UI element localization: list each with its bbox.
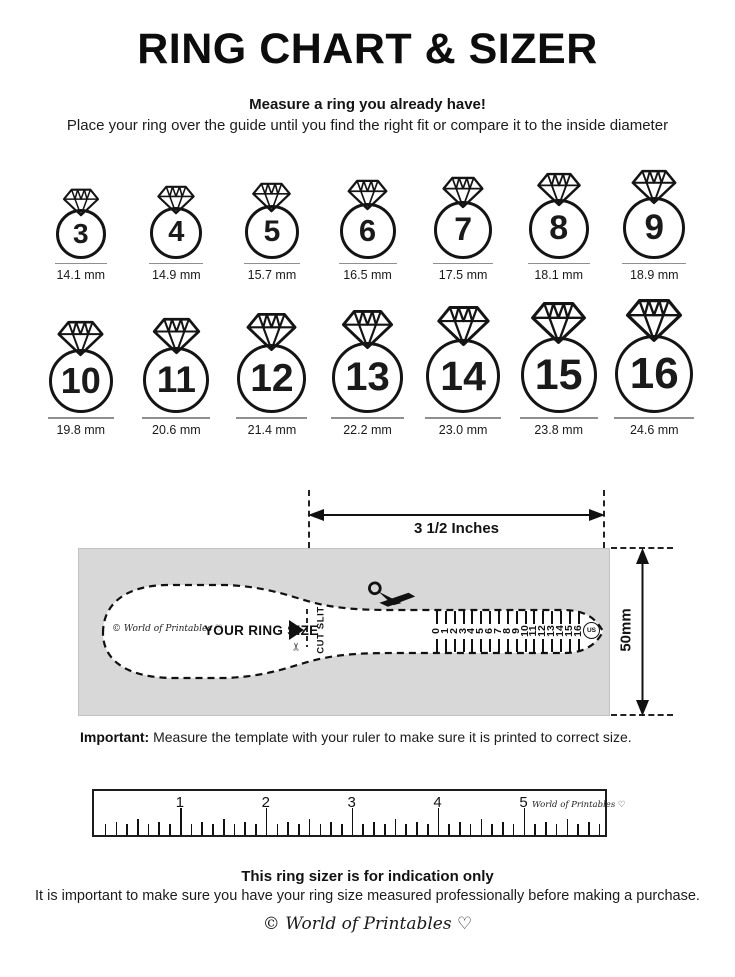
ruler-tick (341, 824, 343, 835)
ruler-tick (599, 824, 601, 835)
ruler-tick (384, 824, 386, 835)
ring-row-2 (33, 298, 702, 437)
scale-number: 5 (474, 627, 487, 634)
footer-disclaimer-text: It is important to make sure you have your ring size measured professionally before making a purchase. (35, 887, 700, 904)
ring-size-number: 15 (534, 350, 583, 399)
width-measure-label: 3 1/2 Inches (413, 519, 500, 537)
scale-number: 12 (536, 624, 549, 637)
scale-tick (525, 611, 527, 624)
ruler-tick (588, 822, 590, 835)
scale-tick (454, 639, 456, 652)
ruler-tick (201, 822, 203, 835)
ruler-number: 3 (347, 793, 356, 811)
ring-row-1 (33, 169, 702, 283)
diamond-icon (339, 309, 396, 350)
diamond-icon (55, 320, 106, 357)
ruler-tick (148, 824, 150, 835)
scale-tick (569, 611, 571, 624)
ruler-tick (448, 824, 450, 835)
scale-tick (551, 611, 553, 624)
ruler-tick (362, 824, 364, 835)
ring-size-item-9 (606, 169, 702, 283)
ruler-tick (255, 824, 257, 835)
scale-tick (498, 611, 500, 624)
printable-ruler (92, 789, 626, 837)
diameter-label: 15.7 mm (247, 268, 297, 283)
scale-tick (436, 639, 438, 652)
ring-size-number: 6 (358, 212, 377, 248)
ring-band (426, 339, 500, 413)
scale-number: 7 (491, 627, 504, 634)
diamond-icon (528, 301, 589, 345)
scale-tick (516, 639, 518, 652)
ruler-tick (330, 822, 332, 835)
ring-size-item-6 (320, 179, 416, 283)
ring-size-number: 12 (250, 356, 294, 400)
ruler-tick (470, 824, 472, 835)
ring-size-item-10 (33, 320, 129, 437)
ring-size-item-7 (415, 176, 511, 283)
footer-disclaimer-title: This ring sizer is for indication only (241, 867, 494, 885)
ring-size-number: 4 (168, 216, 185, 249)
scale-tick (489, 639, 491, 652)
ring-size-number: 5 (263, 214, 281, 248)
scale-tick (498, 639, 500, 652)
scale-number: 14 (553, 624, 566, 637)
ring-size-number: 8 (549, 209, 569, 248)
scale-number: 8 (500, 627, 513, 634)
diameter-underline (48, 417, 114, 419)
ruler-tick (180, 808, 182, 835)
ruler-tick (287, 822, 289, 835)
ruler-number: 4 (433, 793, 442, 811)
ring-size-item-5 (224, 182, 320, 283)
diameter-underline (244, 263, 300, 265)
diameter-label: 16.5 mm (343, 268, 392, 283)
ruler-tick (534, 824, 536, 835)
ring-size-number: 10 (60, 360, 101, 402)
important-note (80, 729, 735, 745)
ruler-tick (234, 824, 236, 835)
important-label: Important: (80, 728, 150, 745)
diamond-icon (61, 188, 101, 217)
ruler-tick (481, 819, 483, 835)
diameter-underline (339, 263, 397, 265)
ruler-number: 1 (175, 793, 185, 811)
diameter-underline (425, 417, 501, 419)
your-ring-size-label: YOUR RING SIZE (204, 622, 319, 638)
ruler-tick (212, 824, 214, 835)
scale-number: 6 (483, 627, 496, 634)
ring-band (245, 205, 299, 259)
ring-band (434, 201, 492, 259)
diameter-label: 21.4 mm (247, 422, 297, 437)
diamond-icon (440, 176, 486, 209)
ruler-tick (556, 824, 558, 835)
scale-tick (489, 611, 491, 624)
ring-size-number: 11 (156, 359, 196, 401)
ruler-tick (502, 822, 504, 835)
ruler-tick (405, 824, 407, 835)
diameter-label: 14.1 mm (56, 268, 106, 283)
scale-tick (533, 639, 535, 652)
diameter-underline (622, 263, 686, 265)
diameter-label: 18.9 mm (629, 268, 679, 283)
ruler-tick (105, 824, 107, 835)
ruler-tick (395, 819, 397, 835)
diamond-icon (535, 172, 583, 207)
ruler-tick (438, 808, 440, 835)
page-title: RING CHART & SIZER (137, 25, 598, 73)
subtitle: Place your ring over the guide until you find the right fit or compare it to the inside diameter (66, 116, 669, 134)
us-size-badge: US (583, 622, 600, 639)
ring-band (340, 203, 396, 259)
scale-tick (525, 639, 527, 652)
scale-tick (560, 639, 562, 652)
ruler-tick (577, 824, 579, 835)
ring-size-item-16 (606, 298, 702, 437)
scale-tick (578, 639, 580, 652)
diamond-icon (629, 169, 679, 205)
ring-size-number: 3 (72, 217, 89, 249)
scale-tick (507, 611, 509, 624)
ring-band (521, 337, 597, 413)
diameter-label: 22.2 mm (343, 422, 392, 437)
scale-number: 1 (438, 627, 451, 634)
scale-tick (463, 639, 465, 652)
ring-size-item-12 (224, 312, 320, 437)
scale-tick (471, 611, 473, 624)
ruler-tick (459, 822, 461, 835)
ruler-tick (126, 824, 128, 835)
diameter-underline (55, 263, 107, 265)
ring-band (615, 335, 693, 413)
scale-tick (516, 611, 518, 624)
scale-tick (445, 639, 447, 652)
ring-band (623, 197, 685, 259)
subtitle-block (0, 95, 735, 134)
height-measure-arrow (635, 548, 650, 716)
ring-size-item-13 (320, 309, 416, 437)
ruler-tick (567, 819, 569, 835)
ring-sizer-diagram (0, 487, 735, 719)
ruler-tick (416, 822, 418, 835)
cut-slit-label: CUT SLIT (315, 606, 327, 654)
diamond-icon (150, 317, 203, 355)
scale-tick (542, 639, 544, 652)
diameter-underline (614, 417, 694, 419)
scale-tick (542, 611, 544, 624)
scale-number: 0 (430, 627, 442, 634)
ring-band (237, 344, 306, 413)
diamond-icon (155, 185, 197, 215)
scale-number: 16 (571, 624, 584, 637)
diameter-label: 23.0 mm (438, 422, 488, 437)
important-text: Measure the template with your ruler to make sure it is printed to correct size. (149, 728, 632, 745)
ruler-tick (277, 824, 279, 835)
ruler-tick (116, 822, 118, 835)
scale-number: 4 (465, 627, 478, 634)
scale-tick (480, 611, 482, 624)
ring-band (49, 349, 113, 413)
ruler-tick (320, 824, 322, 835)
diamond-icon (623, 298, 685, 343)
diameter-label: 18.1 mm (534, 268, 583, 283)
ring-size-item-8 (511, 172, 607, 283)
diameter-label: 19.8 mm (56, 422, 106, 437)
ring-size-number: 13 (345, 355, 390, 400)
sizer-brand-text: © World of Printables ♡ (112, 623, 223, 634)
ruler-tick (298, 824, 300, 835)
scale-number: 3 (456, 627, 469, 634)
scale-number: 2 (447, 627, 460, 634)
scissors-icon (365, 579, 418, 614)
ring-band (332, 342, 403, 413)
height-measure-label: 50mm (617, 608, 635, 652)
ring-size-number: 7 (454, 211, 472, 248)
ruler-number: 2 (261, 793, 270, 811)
ring-size-item-11 (129, 317, 225, 437)
ruler-tick (137, 819, 139, 835)
scale-tick (533, 611, 535, 624)
scale-number: 15 (562, 624, 575, 637)
ruler-tick (169, 824, 171, 835)
ring-size-chart (0, 169, 735, 437)
diameter-underline (142, 417, 210, 419)
scale-tick (578, 611, 580, 624)
footer-brand-logo: © World of Printables ♡ (262, 913, 473, 934)
ruler-tick (545, 822, 547, 835)
scale-tick (569, 639, 571, 652)
diameter-label: 20.6 mm (152, 422, 201, 437)
ruler-tick (513, 824, 515, 835)
subtitle-bold: Measure a ring you already have! (249, 96, 486, 114)
diameter-underline (149, 263, 203, 265)
ring-size-item-14 (415, 305, 511, 437)
diamond-icon (345, 179, 390, 211)
scale-tick (436, 611, 438, 624)
footer (0, 868, 735, 934)
scale-tick (471, 639, 473, 652)
ring-size-number: 14 (440, 352, 486, 399)
ruler-tick (373, 822, 375, 835)
diameter-label: 24.6 mm (629, 422, 679, 437)
ruler-tick (244, 822, 246, 835)
ruler-tick (191, 824, 193, 835)
ruler-tick (352, 808, 354, 835)
scale-tick (454, 611, 456, 624)
scale-tick (480, 639, 482, 652)
ruler-tick (158, 822, 160, 835)
scale-tick (445, 611, 447, 624)
ruler-tick (524, 808, 526, 835)
ring-size-number: 9 (644, 207, 664, 247)
scale-tick (551, 639, 553, 652)
diameter-label: 17.5 mm (438, 268, 488, 283)
scale-number: 11 (527, 625, 540, 637)
ring-size-number: 16 (629, 349, 679, 399)
ring-size-item-4 (129, 185, 225, 283)
ring-size-item-15 (511, 301, 607, 437)
ruler-number: 5 (519, 793, 528, 811)
scale-number: 10 (518, 624, 531, 637)
diameter-label: 23.8 mm (534, 422, 583, 437)
diameter-underline (433, 263, 493, 265)
pointer-triangle-icon (289, 620, 304, 640)
scale-number: 9 (509, 627, 522, 634)
ruler-tick (223, 819, 225, 835)
diamond-icon (434, 305, 493, 347)
ring-band (143, 347, 209, 413)
scale-tick (463, 611, 465, 624)
ruler-tick (266, 808, 268, 835)
diamond-icon (250, 182, 293, 213)
scale-tick (507, 639, 509, 652)
diameter-underline (520, 417, 598, 419)
diameter-label: 14.9 mm (152, 268, 201, 283)
ruler-tick (309, 819, 311, 835)
ruler-brand-text: World of Printables ♡ (532, 799, 626, 810)
ring-size-item-3 (33, 188, 129, 283)
diameter-underline (331, 417, 404, 419)
ruler-tick (427, 824, 429, 835)
diameter-underline (528, 263, 590, 265)
mini-scissors-icon: ✂ (290, 641, 304, 651)
ring-band (529, 199, 589, 259)
diameter-underline (236, 417, 307, 419)
diamond-icon (244, 312, 299, 352)
scale-number: 13 (545, 624, 557, 637)
ruler-tick (491, 824, 493, 835)
ring-chart-page (0, 26, 735, 977)
scale-tick (560, 611, 562, 624)
